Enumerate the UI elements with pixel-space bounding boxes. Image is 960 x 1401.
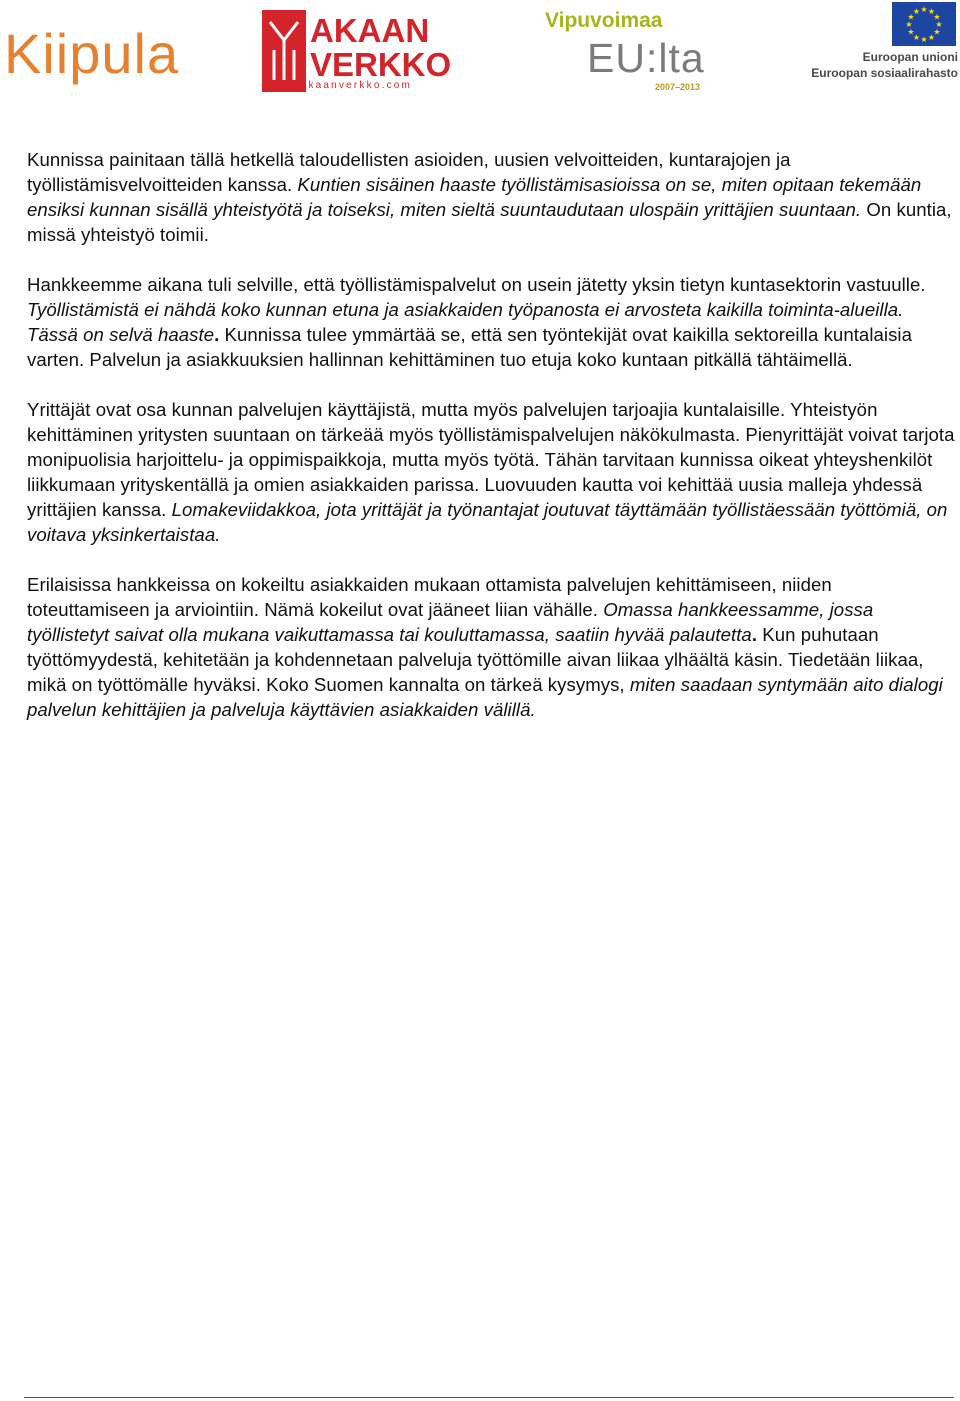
eu-star-icon: ★ <box>907 12 915 22</box>
eu-star-icon: ★ <box>920 5 928 14</box>
text-run: Erilaisissa hankkeissa on kokeiltu asiakkaiden mukaan ottamista palvelujen kehittämiseen, niiden toteuttamiseen ja arviointiin. Nämä kokeilut ovat jääneet liian vähälle. <box>27 574 832 620</box>
kiipula-logo <box>4 22 180 88</box>
text-run: Kun puhutaan työttömyydestä, kehitetään ja kohdennetaan palveluja työttömille aivan liikaa ylhäältä käsin. Tiedetään liikaa, mikä on työttömälle hyväksi. Koko Suomen kannalta on tärkeä kysymys, <box>27 624 924 695</box>
akaan-logo-url: www.akaanverkko.com <box>268 80 413 91</box>
paragraph <box>27 147 955 247</box>
text-run: Yrittäjät ovat osa kunnan palvelujen käyttäjistä, mutta myös palvelujen tarjoajia kuntalaisille. Yhteistyön kehittäminen yritysten suuntaan on tärkeää myös työllistämispalvelujen näkökulmasta. Pienyrittäjät voivat tarjota monipuolisia harjoittelu- ja oppimispaikkoja, mutta myös työtä. Tähän tarvitaan kunnissa oikeat yhteyshenkilöt liikkumaan yrityskentällä ja omien asiakkaiden parissa. Luovuuden kautta voi kehittää uusia malleja yhdessä yrittäjien kanssa. <box>27 399 955 520</box>
paragraph <box>27 272 955 372</box>
text-run: On kuntia, missä yhteistyö toimii. <box>27 199 952 245</box>
text-run: . <box>214 324 220 345</box>
text-run: Lomakeviidakkoa, jota yrittäjät ja työnantajat joutuvat täyttämään työllistäessään työttömiä, on voitava yksinkertaistaa. <box>27 499 948 545</box>
footer-divider <box>24 1397 954 1398</box>
vipuvoimaa-years: 2007–2013 <box>655 82 701 92</box>
eu-flag-icon <box>892 2 956 46</box>
akaan-verkko-logo <box>262 10 452 94</box>
text-run: Kunnissa painitaan tällä hetkellä taloudellisten asioiden, uusien velvoitteiden, kuntarajojen ja työllistämisvelvoitteiden kanssa. <box>27 149 791 195</box>
eu-logo-line2: Euroopan sosiaalirahasto <box>811 66 958 80</box>
kiipula-logo-text: Kiipula <box>4 22 180 85</box>
paragraph <box>27 397 955 547</box>
text-run: Omassa hankkeessamme, jossa työllistetyt saivat olla mukana vaikuttamassa tai kouluttamassa, saatiin hyvää palautetta <box>27 599 874 645</box>
eu-star-icon: ★ <box>912 7 921 17</box>
text-run: Kuntien sisäinen haaste työllistämisasioissa on se, miten opitaan tekemään ensiksi kunnan sisällä yhteistyötä ja toiseksi, miten sieltä suuntaudutaan ulospäin yrittäjien suuntaan. <box>27 174 922 220</box>
text-run: Työllistämistä ei nähdä koko kunnan etuna ja asiakkaiden työpanosta ei arvosteta kaikilla toiminta-alueilla. Tässä on selvä haaste <box>27 299 904 345</box>
paragraph <box>27 572 955 722</box>
vipuvoimaa-title: Vipuvoimaa <box>545 9 663 32</box>
eu-star-icon: ★ <box>927 32 936 42</box>
eu-star-icon: ★ <box>935 20 943 29</box>
text-run: . <box>751 624 758 645</box>
eu-star-icon: ★ <box>920 35 928 44</box>
eu-star-icon: ★ <box>927 7 936 17</box>
akaan-logo-line2: VERKKO <box>310 46 452 83</box>
text-run: miten saadaan syntymään aito dialogi palvelun kehittäjien ja palveluja käyttävien asiakkaiden välillä. <box>27 674 943 720</box>
text-run: Hankkeemme aikana tuli selville, että työllistämispalvelut on usein jätetty yksin tietyn kuntasektorin vastuulle. <box>27 274 926 295</box>
vipuvoimaa-logo <box>545 8 705 94</box>
eu-star-icon: ★ <box>912 32 921 42</box>
eu-star-icon: ★ <box>907 27 915 37</box>
eu-star-icon: ★ <box>933 12 941 22</box>
eu-logo-line1: Euroopan unioni <box>862 50 958 64</box>
eu-logo <box>810 0 960 94</box>
vipuvoimaa-eu-text: EU:lta <box>587 35 705 81</box>
text-run: Kunnissa tulee ymmärtää se, että sen työntekijät ovat kaikilla sektoreilla kuntalaisia varten. Palvelun ja asiakkuuksien hallinnan kehittäminen tuo etuja koko kuntaan pitkällä tähtäimellä. <box>27 324 912 370</box>
eu-star-icon: ★ <box>905 20 913 29</box>
eu-star-icon: ★ <box>933 27 941 37</box>
document-body <box>27 147 955 747</box>
akaan-logo-line1: AKAAN <box>310 12 430 49</box>
